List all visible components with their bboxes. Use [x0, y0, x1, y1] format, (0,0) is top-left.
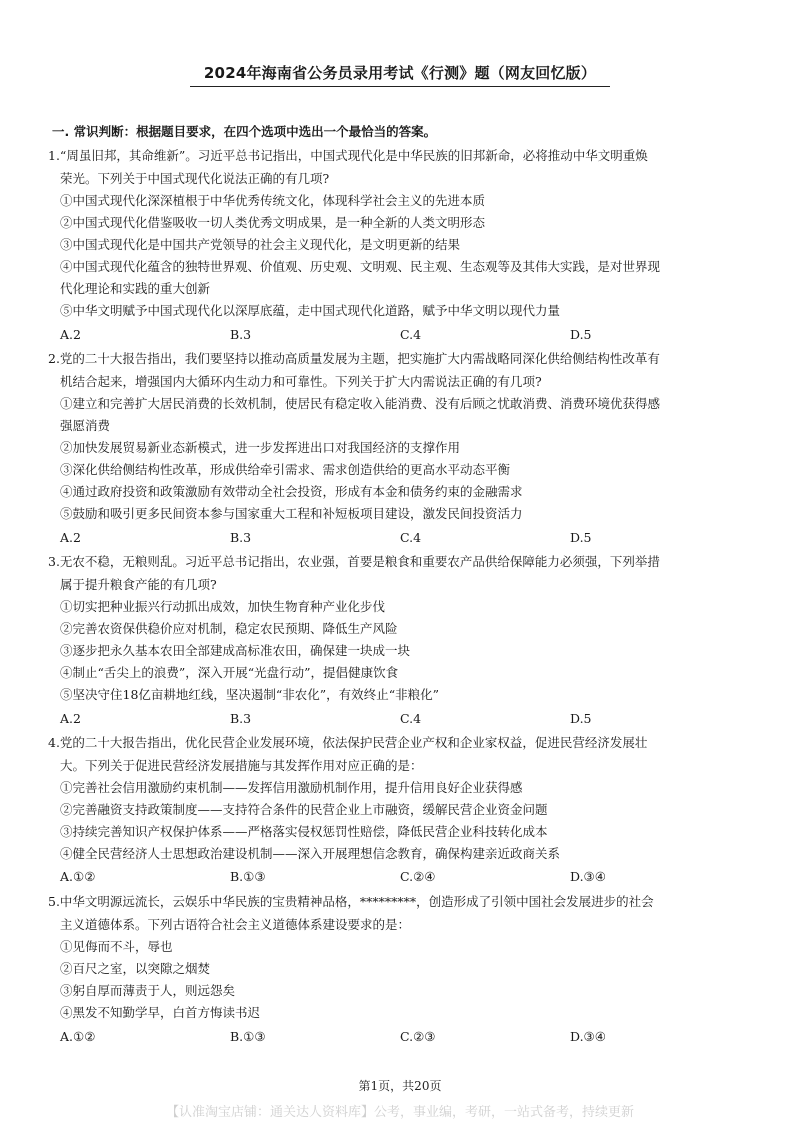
question-2-statement-1-cont: 强愿消费: [60, 418, 111, 433]
question-2-statement-5: ⑤鼓励和吸引更多民间资本参与国家重大工程和补短板项目建设，激发民间投资活力: [60, 506, 523, 521]
watermark-text: 【认准淘宝店铺：通关达人资料库】公考，事业编，考研，一站式备考，持续更新: [165, 1105, 634, 1120]
question-4-choice-c: C.②④: [400, 869, 436, 884]
question-2-statement-3: ③深化供给侧结构性改革，形成供给牵引需求、需求创造供给的更高水平动态平衡: [60, 462, 511, 477]
question-4-statement-3: ③持续完善知识产权保护体系——严格落实侵权惩罚性赔偿，降低民营企业科技转化成本: [60, 824, 548, 839]
question-2-statement-2: ②加快发展贸易新业态新模式，进一步发挥进出口对我国经济的支撑作用: [60, 440, 461, 455]
page-footer: 第1页，共20页: [358, 1079, 442, 1093]
question-2-choice-c: C.4: [400, 530, 422, 545]
question-3-statement-4: ④制止“舌尖上的浪费”，深入开展“光盘行动”，提倡健康饮食: [60, 665, 399, 680]
question-1-choice-d: D.5: [570, 327, 592, 342]
question-5-choice-b: B.①③: [230, 1029, 266, 1044]
question-5-choice-d: D.③④: [570, 1029, 606, 1044]
question-2-choice-b: B.3: [230, 530, 252, 545]
question-5-statement-3: ③躬自厚而薄责于人，则远怨矣: [60, 983, 236, 998]
section-heading: 一. 常识判断：根据题目要求，在四个选项中选出一个最恰当的答案。: [52, 124, 437, 139]
question-1-choice-a: A.2: [60, 327, 81, 342]
question-3-stem-line-2: 属于提升粮食产能的有几项?: [60, 577, 217, 592]
question-5-statement-4: ④黑发不知勤学早，白首方悔读书迟: [60, 1005, 261, 1020]
question-1-statement-4: ④中国式现代化蕴含的独特世界观、价值观、历史观、文明观、民主观、生态观等及其伟大实践，是对世界现: [60, 259, 661, 274]
question-5-statement-1: ①见侮而不斗，辱也: [60, 939, 173, 954]
question-3-choice-b: B.3: [230, 711, 252, 726]
question-2-statement-1: ①建立和完善扩大居民消费的长效机制，使居民有稳定收入能消费、没有后顾之忧敢消费、消费环境优获得感: [60, 396, 661, 411]
question-4-statement-4: ④健全民营经济人士思想政治建设机制——深入开展理想信念教育，确保构建亲近政商关系: [60, 846, 561, 861]
question-4-choice-b: B.①③: [230, 869, 266, 884]
question-4-stem-line-1: 4.党的二十大报告指出，优化民营企业发展环境，依法保护民营企业产权和企业家权益，促进民营经济发展壮: [48, 735, 648, 750]
title-underline: [190, 86, 610, 87]
question-1-statement-3: ③中国式现代化是中国共产党领导的社会主义现代化，是文明更新的结果: [60, 237, 461, 252]
question-3-stem-line-1: 3.无农不稳，无粮则乱。习近平总书记指出，农业强，首要是粮食和重要农产品供给保障能力必须强，下列举措: [48, 554, 660, 569]
question-1-stem-line-2: 荣光。下列关于中国式现代化说法正确的有几项?: [60, 171, 330, 186]
question-4-choice-d: D.③④: [570, 869, 606, 884]
question-1-statement-5: ⑤中华文明赋予中国式现代化以深厚底蕴，走中国式现代化道路，赋予中华文明以现代力量: [60, 303, 561, 318]
question-1-statement-4-cont: 代化理论和实践的重大创新: [60, 281, 211, 296]
question-5-stem-line-2: 主义道德体系。下列古语符合社会主义道德体系建设要求的是：: [60, 917, 411, 932]
question-4-statement-2: ②完善融资支持政策制度——支持符合条件的民营企业上市融资，缓解民营企业资金问题: [60, 802, 548, 817]
question-2-stem-line-1: 2.党的二十大报告指出，我们要坚持以推动高质量发展为主题，把实施扩大内需战略同深化供给侧结构性改革有: [48, 351, 660, 366]
question-5-choice-c: C.②③: [400, 1029, 436, 1044]
question-3-statement-5: ⑤坚决守住18亿亩耕地红线，坚决遏制“非农化”，有效终止“非粮化”: [60, 687, 439, 702]
question-4-choice-a: A.①②: [60, 869, 96, 884]
question-3-choice-d: D.5: [570, 711, 592, 726]
question-3-statement-2: ②完善农资保供稳价应对机制，稳定农民预期、降低生产风险: [60, 621, 398, 636]
question-5-stem-line-1: 5.中华文明源远流长，云娱乐中华民族的宝贵精神品格，*********，创造形成了引领中国社会发展进步的社会: [48, 894, 654, 909]
question-2-statement-4: ④通过政府投资和政策激励有效带动全社会投资，形成有本金和债务约束的金融需求: [60, 484, 523, 499]
question-1-statement-1: ①中国式现代化深深植根于中华优秀传统文化，体现科学社会主义的先进本质: [60, 193, 486, 208]
question-3-choice-c: C.4: [400, 711, 422, 726]
page-title: 2024年海南省公务员录用考试《行测》题（网友回忆版）: [203, 64, 597, 82]
question-1-stem-line-1: 1.“周虽旧邦，其命维新”。习近平总书记指出，中国式现代化是中华民族的旧邦新命，必将推动中华文明重焕: [48, 148, 648, 163]
question-3-statement-3: ③逐步把永久基本农田全部建成高标准农田，确保建一块成一块: [60, 643, 411, 658]
question-2-choice-a: A.2: [60, 530, 81, 545]
question-5-statement-2: ②百尺之室，以突隙之烟焚: [60, 961, 211, 976]
question-4-stem-line-2: 大。下列关于促进民营经济发展措施与其发挥作用对应正确的是：: [60, 758, 423, 773]
question-2-stem-line-2: 机结合起来，增强国内大循环内生动力和可靠性。下列关于扩大内需说法正确的有几项?: [60, 374, 542, 389]
question-1-choice-b: B.3: [230, 327, 252, 342]
question-3-statement-1: ①切实把种业振兴行动抓出成效，加快生物育种产业化步伐: [60, 599, 386, 614]
question-5-choice-a: A.①②: [60, 1029, 96, 1044]
question-3-choice-a: A.2: [60, 711, 81, 726]
question-2-choice-d: D.5: [570, 530, 592, 545]
question-1-choice-c: C.4: [400, 327, 422, 342]
question-1-statement-2: ②中国式现代化借鉴吸收一切人类优秀文明成果，是一种全新的人类文明形态: [60, 215, 486, 230]
question-4-statement-1: ①完善社会信用激励约束机制——发挥信用激励机制作用，提升信用良好企业获得感: [60, 780, 523, 795]
